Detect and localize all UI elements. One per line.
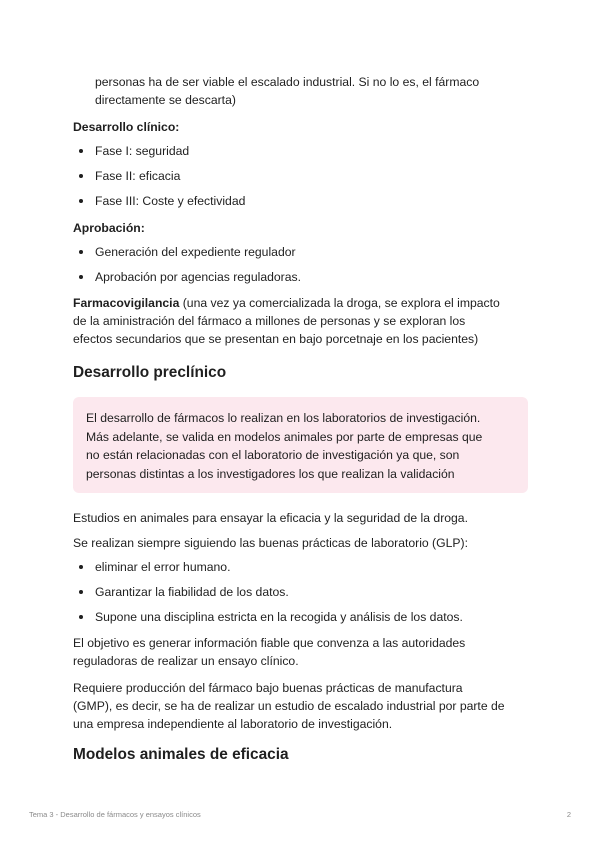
pharmacovigilance-text: (una vez ya comercializada la droga, se explora el impacto	[179, 296, 500, 310]
approval-section	[73, 219, 529, 237]
glp-list	[73, 558, 533, 626]
paragraph: Estudios en animales para ensayar la eficacia y la seguridad de la droga.	[73, 511, 468, 525]
continuation-paragraph	[95, 73, 525, 109]
paragraph: Se realizan siempre siguiendo las buenas prácticas de laboratorio (GLP):	[73, 536, 468, 550]
footer-title: Tema 3 - Desarrollo de fármacos y ensayos clínicos	[29, 810, 201, 819]
list-item: Generación del expediente regulador	[73, 243, 529, 261]
continuation-line: personas ha de ser viable el escalado industrial. Si no lo es, el fármaco	[95, 75, 480, 89]
paragraph-line: Requiere producción del fármaco bajo buenas prácticas de manufactura	[73, 681, 463, 695]
clinical-section	[73, 118, 529, 136]
continuation-line: directamente se descarta)	[95, 93, 236, 107]
paragraph-line: reguladoras de realizar un ensayo clínico.	[73, 654, 299, 668]
clinical-heading: Desarrollo clínico:	[73, 120, 180, 134]
approval-list	[73, 243, 529, 286]
page-number: 2	[566, 810, 571, 819]
list-item: Garantizar la fiabilidad de los datos.	[73, 583, 533, 601]
preclinical-heading-wrap	[73, 363, 226, 383]
page-footer	[29, 810, 571, 819]
pharmacovigilance-paragraph	[73, 294, 533, 348]
callout-line: Más adelante, se valida en modelos animales por parte de empresas que	[86, 429, 483, 444]
approval-heading: Aprobación:	[73, 221, 145, 235]
paragraph-line: (GMP), es decir, se ha de realizar un estudio de escalado industrial por parte de	[73, 699, 505, 713]
preclinical-body	[73, 509, 533, 552]
callout-line: personas distintas a los investigadores los que realizan la validación	[86, 466, 455, 481]
pharmacovigilance-line: de la aministración del fármaco a millones de personas y se exploran los	[73, 314, 466, 328]
list-item: Aprobación por agencias reguladoras.	[73, 268, 529, 286]
pharmacovigilance-line: efectos secundarios que se presentan en bajo porcetnaje en los pacientes)	[73, 332, 479, 346]
list-item: Fase I: seguridad	[73, 142, 529, 160]
gmp-paragraph	[73, 679, 543, 733]
clinical-list	[73, 142, 529, 210]
models-title: Modelos animales de eficacia	[73, 746, 289, 763]
models-heading-wrap	[73, 745, 289, 765]
paragraph-line: una empresa independiente al laboratorio de investigación.	[73, 717, 393, 731]
preclinical-title: Desarrollo preclínico	[73, 364, 227, 381]
list-item: Fase II: eficacia	[73, 167, 529, 185]
paragraph-line: El objetivo es generar información fiable que convenza a las autoridades	[73, 636, 466, 650]
pharmacovigilance-term: Farmacovigilancia	[73, 296, 180, 310]
list-item: eliminar el error humano.	[73, 558, 533, 576]
preclinical-callout	[73, 397, 528, 493]
callout-line: no están relacionadas con el laboratorio de investigación ya que, son	[86, 448, 460, 462]
list-item: Fase III: Coste y efectividad	[73, 192, 529, 210]
callout-line: El desarrollo de fármacos lo realizan en los laboratorios de investigación.	[86, 411, 481, 425]
list-item: Supone una disciplina estricta en la recogida y análisis de los datos.	[73, 608, 533, 626]
objective-paragraph	[73, 634, 533, 670]
